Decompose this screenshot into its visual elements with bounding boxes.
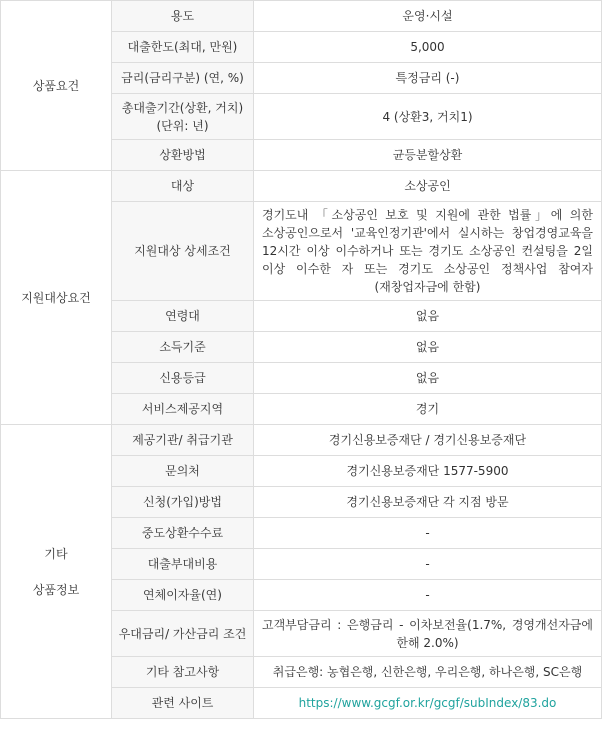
- label-period: [112, 94, 254, 140]
- value-site-cell: [254, 688, 602, 719]
- value-contact: 경기신용보증재단 1577-5900: [254, 456, 602, 487]
- section-product: 상품요건: [1, 1, 112, 171]
- label-target: 대상: [112, 171, 254, 202]
- value-repay: 균등분할상환: [254, 140, 602, 171]
- value-note: 취급은행: 농협은행, 신한은행, 우리은행, 하나은행, SC은행: [254, 657, 602, 688]
- label-period-line1: 총대출기간(상환, 거치): [121, 100, 244, 115]
- section-other-line2: 상품정보: [32, 582, 80, 597]
- label-region: 서비스제공지역: [112, 394, 254, 425]
- value-income: 없음: [254, 332, 602, 363]
- label-rate: 금리(금리구분) (연, %): [112, 63, 254, 94]
- label-pref-rate: 우대금리/ 가산금리 조건: [112, 611, 254, 657]
- label-apply: 신청(가입)방법: [112, 487, 254, 518]
- value-extra-cost: -: [254, 549, 602, 580]
- label-limit: 대출한도(최대, 만원): [112, 32, 254, 63]
- section-other: [1, 425, 112, 719]
- label-provider: 제공기관/ 취급기관: [112, 425, 254, 456]
- label-note: 기타 참고사항: [112, 657, 254, 688]
- label-period-line2: (단위: 년): [156, 118, 209, 133]
- value-provider: 경기신용보증재단 / 경기신용보증재단: [254, 425, 602, 456]
- label-overdue: 연체이자율(연): [112, 580, 254, 611]
- value-detail: 경기도내 「소상공인 보호 및 지원에 관한 법률」에 의한 소상공인으로서 '교육인정기관'에서 실시하는 창업경영교육을 12시간 이상 이수하거나 또는 경기도 소상공인 컨설팅을 2일 이상 이수한 자 또는 경기도 소상공인 정책사업 참여자(재창업자금에 한함): [254, 202, 602, 301]
- value-region: 경기: [254, 394, 602, 425]
- value-apply: 경기신용보증재단 각 지점 방문: [254, 487, 602, 518]
- label-age: 연령대: [112, 301, 254, 332]
- label-extra-cost: 대출부대비용: [112, 549, 254, 580]
- value-rate: 특정금리 (-): [254, 63, 602, 94]
- label-purpose: 용도: [112, 1, 254, 32]
- value-period: 4 (상환3, 거치1): [254, 94, 602, 140]
- value-age: 없음: [254, 301, 602, 332]
- label-income: 소득기준: [112, 332, 254, 363]
- value-purpose: 운영·시설: [254, 1, 602, 32]
- value-early-fee: -: [254, 518, 602, 549]
- value-pref-rate: 고객부담금리 : 은행금리 - 이차보전율(1.7%, 경영개선자금에 한해 2.0%): [254, 611, 602, 657]
- row-target: [1, 171, 602, 202]
- related-site-link[interactable]: https://www.gcgf.or.kr/gcgf/subIndex/83.do: [298, 696, 557, 710]
- value-target: 소상공인: [254, 171, 602, 202]
- value-credit: 없음: [254, 363, 602, 394]
- section-other-line1: 기타: [44, 546, 68, 561]
- label-detail: 지원대상 상세조건: [112, 202, 254, 301]
- section-support: 지원대상요건: [1, 171, 112, 425]
- value-overdue: -: [254, 580, 602, 611]
- row-provider: [1, 425, 602, 456]
- label-repay: 상환방법: [112, 140, 254, 171]
- label-site: 관련 사이트: [112, 688, 254, 719]
- row-purpose: [1, 1, 602, 32]
- label-early-fee: 중도상환수수료: [112, 518, 254, 549]
- label-credit: 신용등급: [112, 363, 254, 394]
- value-limit: 5,000: [254, 32, 602, 63]
- label-contact: 문의처: [112, 456, 254, 487]
